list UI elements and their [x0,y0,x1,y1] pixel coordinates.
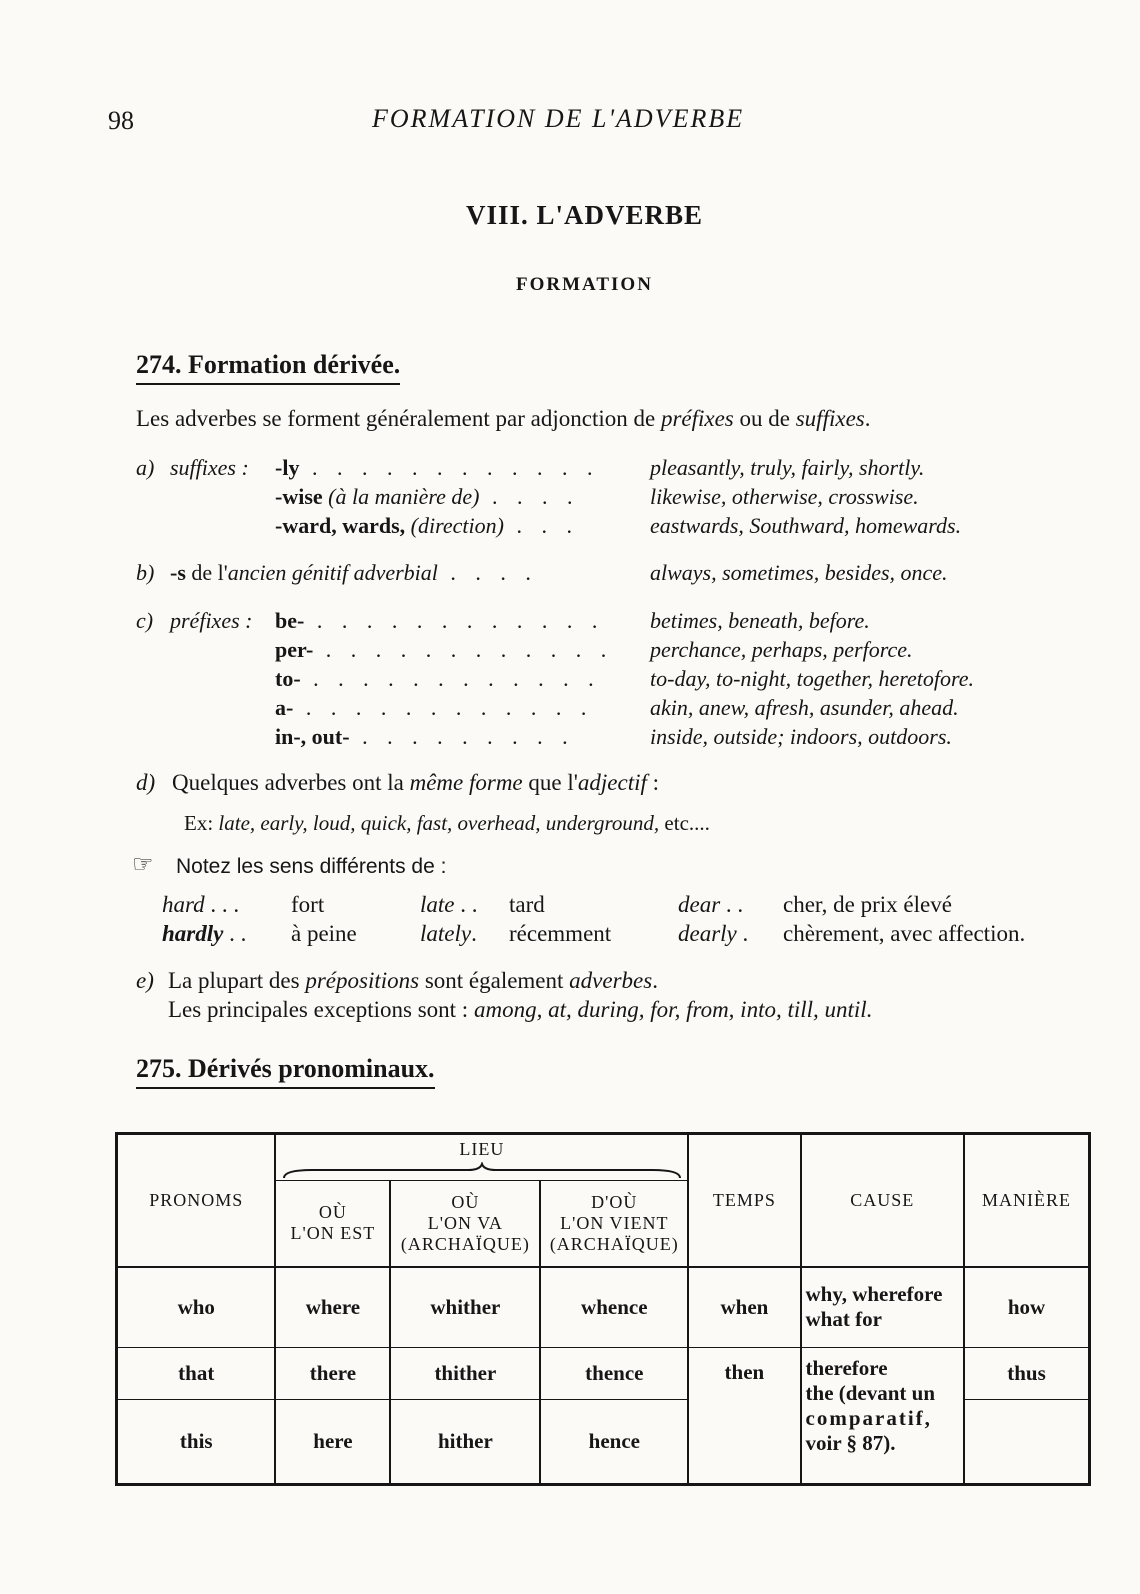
prefix-examples: to-day, to-night, together, heretofore. [650,666,975,691]
header-pronoms: PRONOMS [117,1134,276,1267]
item-d-examples: Ex: late, early, loud, quick, fast, overhead, underground, etc.... [184,811,710,835]
item-e-letter: e) [136,968,154,993]
prefix-examples: perchance, perhaps, perforce. [650,637,913,662]
suffix-row: -ly . . . . . . . . . . . . [275,455,600,480]
term-prefixes: préfixes [660,406,734,431]
header-lieu: LIEU [275,1134,688,1181]
prefix-row: be- . . . . . . . . . . . . [275,608,605,633]
prefix-examples: akin, anew, afresh, asunder, ahead. [650,695,959,720]
item-b-text: -s de l'ancien génitif adverbial . . . . [170,560,538,585]
prefix-examples: inside, outside; indoors, outdoors. [650,724,952,749]
pointing-hand-icon: ☞ [132,852,154,878]
header-temps: TEMPS [688,1134,800,1267]
item-e-exceptions: Les principales exceptions sont : among, at, during, for, from, into, till, until. [168,997,873,1022]
item-c-letter: c) [136,608,154,633]
cause-cell: why, wherefore what for [801,1267,964,1347]
header-cause: CAUSE [801,1134,964,1267]
table-row: this here hither hence [117,1400,1090,1485]
meaning: récemment [509,921,612,946]
meaning-pair: dearly . [678,921,749,946]
running-title: FORMATION DE L'ADVERBE [372,104,745,133]
item-a-label: suffixes : [170,455,249,480]
meaning: chèrement, avec affection. [783,921,1026,946]
cause-cell: therefore the (devant un comparatif, voir § 87). [801,1347,964,1484]
meaning-pair: late . . [420,892,478,917]
section-subtitle: FORMATION [516,274,653,295]
item-d-text: Quelques adverbes ont la même forme que l'adjectif : [172,770,660,795]
term-suffixes: suffixes [795,406,865,431]
item-b-letter: b) [136,560,155,585]
section-275-title: 275. Dérivés pronominaux. [136,1054,435,1089]
intro-paragraph: Les adverbes se forment généralement par adjonction de préfixes ou de suffixes. [136,406,871,431]
item-e-text: La plupart des prépositions sont également adverbes. [168,968,658,993]
item-d-letter: d) [136,770,156,795]
meaning-pair: hardly . . [162,921,247,946]
item-b-examples: always, sometimes, besides, once. [650,560,948,585]
header-ou-va: OÙ L'ON VA (ARCHAÏQUE) [390,1180,540,1267]
meaning: fort [291,892,325,917]
meaning-pair: dear . . [678,892,744,917]
item-a-letter: a) [136,455,155,480]
header-maniere: MANIÈRE [982,1189,1071,1210]
suffix-examples: likewise, otherwise, crosswise. [650,484,919,509]
prefix-row: a- . . . . . . . . . . . . [275,695,594,720]
header-dou: D'OÙ L'ON VIENT (ARCHAÏQUE) [540,1180,688,1267]
table-row: that there thither thence then therefore the (devant un comparatif, voir § 87). thus [117,1347,1090,1400]
suffix-row: -ward, wards, (direction) . . . [275,513,579,538]
prefix-examples: betimes, beneath, before. [650,608,870,633]
item-c-label: préfixes : [170,608,253,633]
meaning: cher, de prix élevé [783,892,952,917]
brace-icon [282,1162,682,1180]
table-row: who where whither whence when why, wherefore what for how [117,1267,1090,1347]
suffix-row: -wise (à la manière de) . . . . [275,484,580,509]
suffix-examples: eastwards, Southward, homewards. [650,513,962,538]
prefix-row: to- . . . . . . . . . . . . [275,666,601,691]
meaning-pair: hard . . . [162,892,240,917]
meaning: tard [509,892,545,917]
meaning: à peine [291,921,357,946]
prefix-row: per- . . . . . . . . . . . . [275,637,614,662]
meaning-pair: lately. [420,921,477,946]
chapter-title: VIII. L'ADVERBE [466,200,704,230]
header-ou-est: OÙ L'ON EST [275,1180,390,1267]
suffix-examples: pleasantly, truly, fairly, shortly. [650,455,925,480]
page-number: 98 [108,106,134,135]
note-text: Notez les sens différents de : [176,855,447,878]
section-274-title: 274. Formation dérivée. [136,350,400,385]
pronominal-derivatives-table [115,1132,1091,1486]
prefix-row: in-, out- . . . . . . . . . [275,724,575,749]
